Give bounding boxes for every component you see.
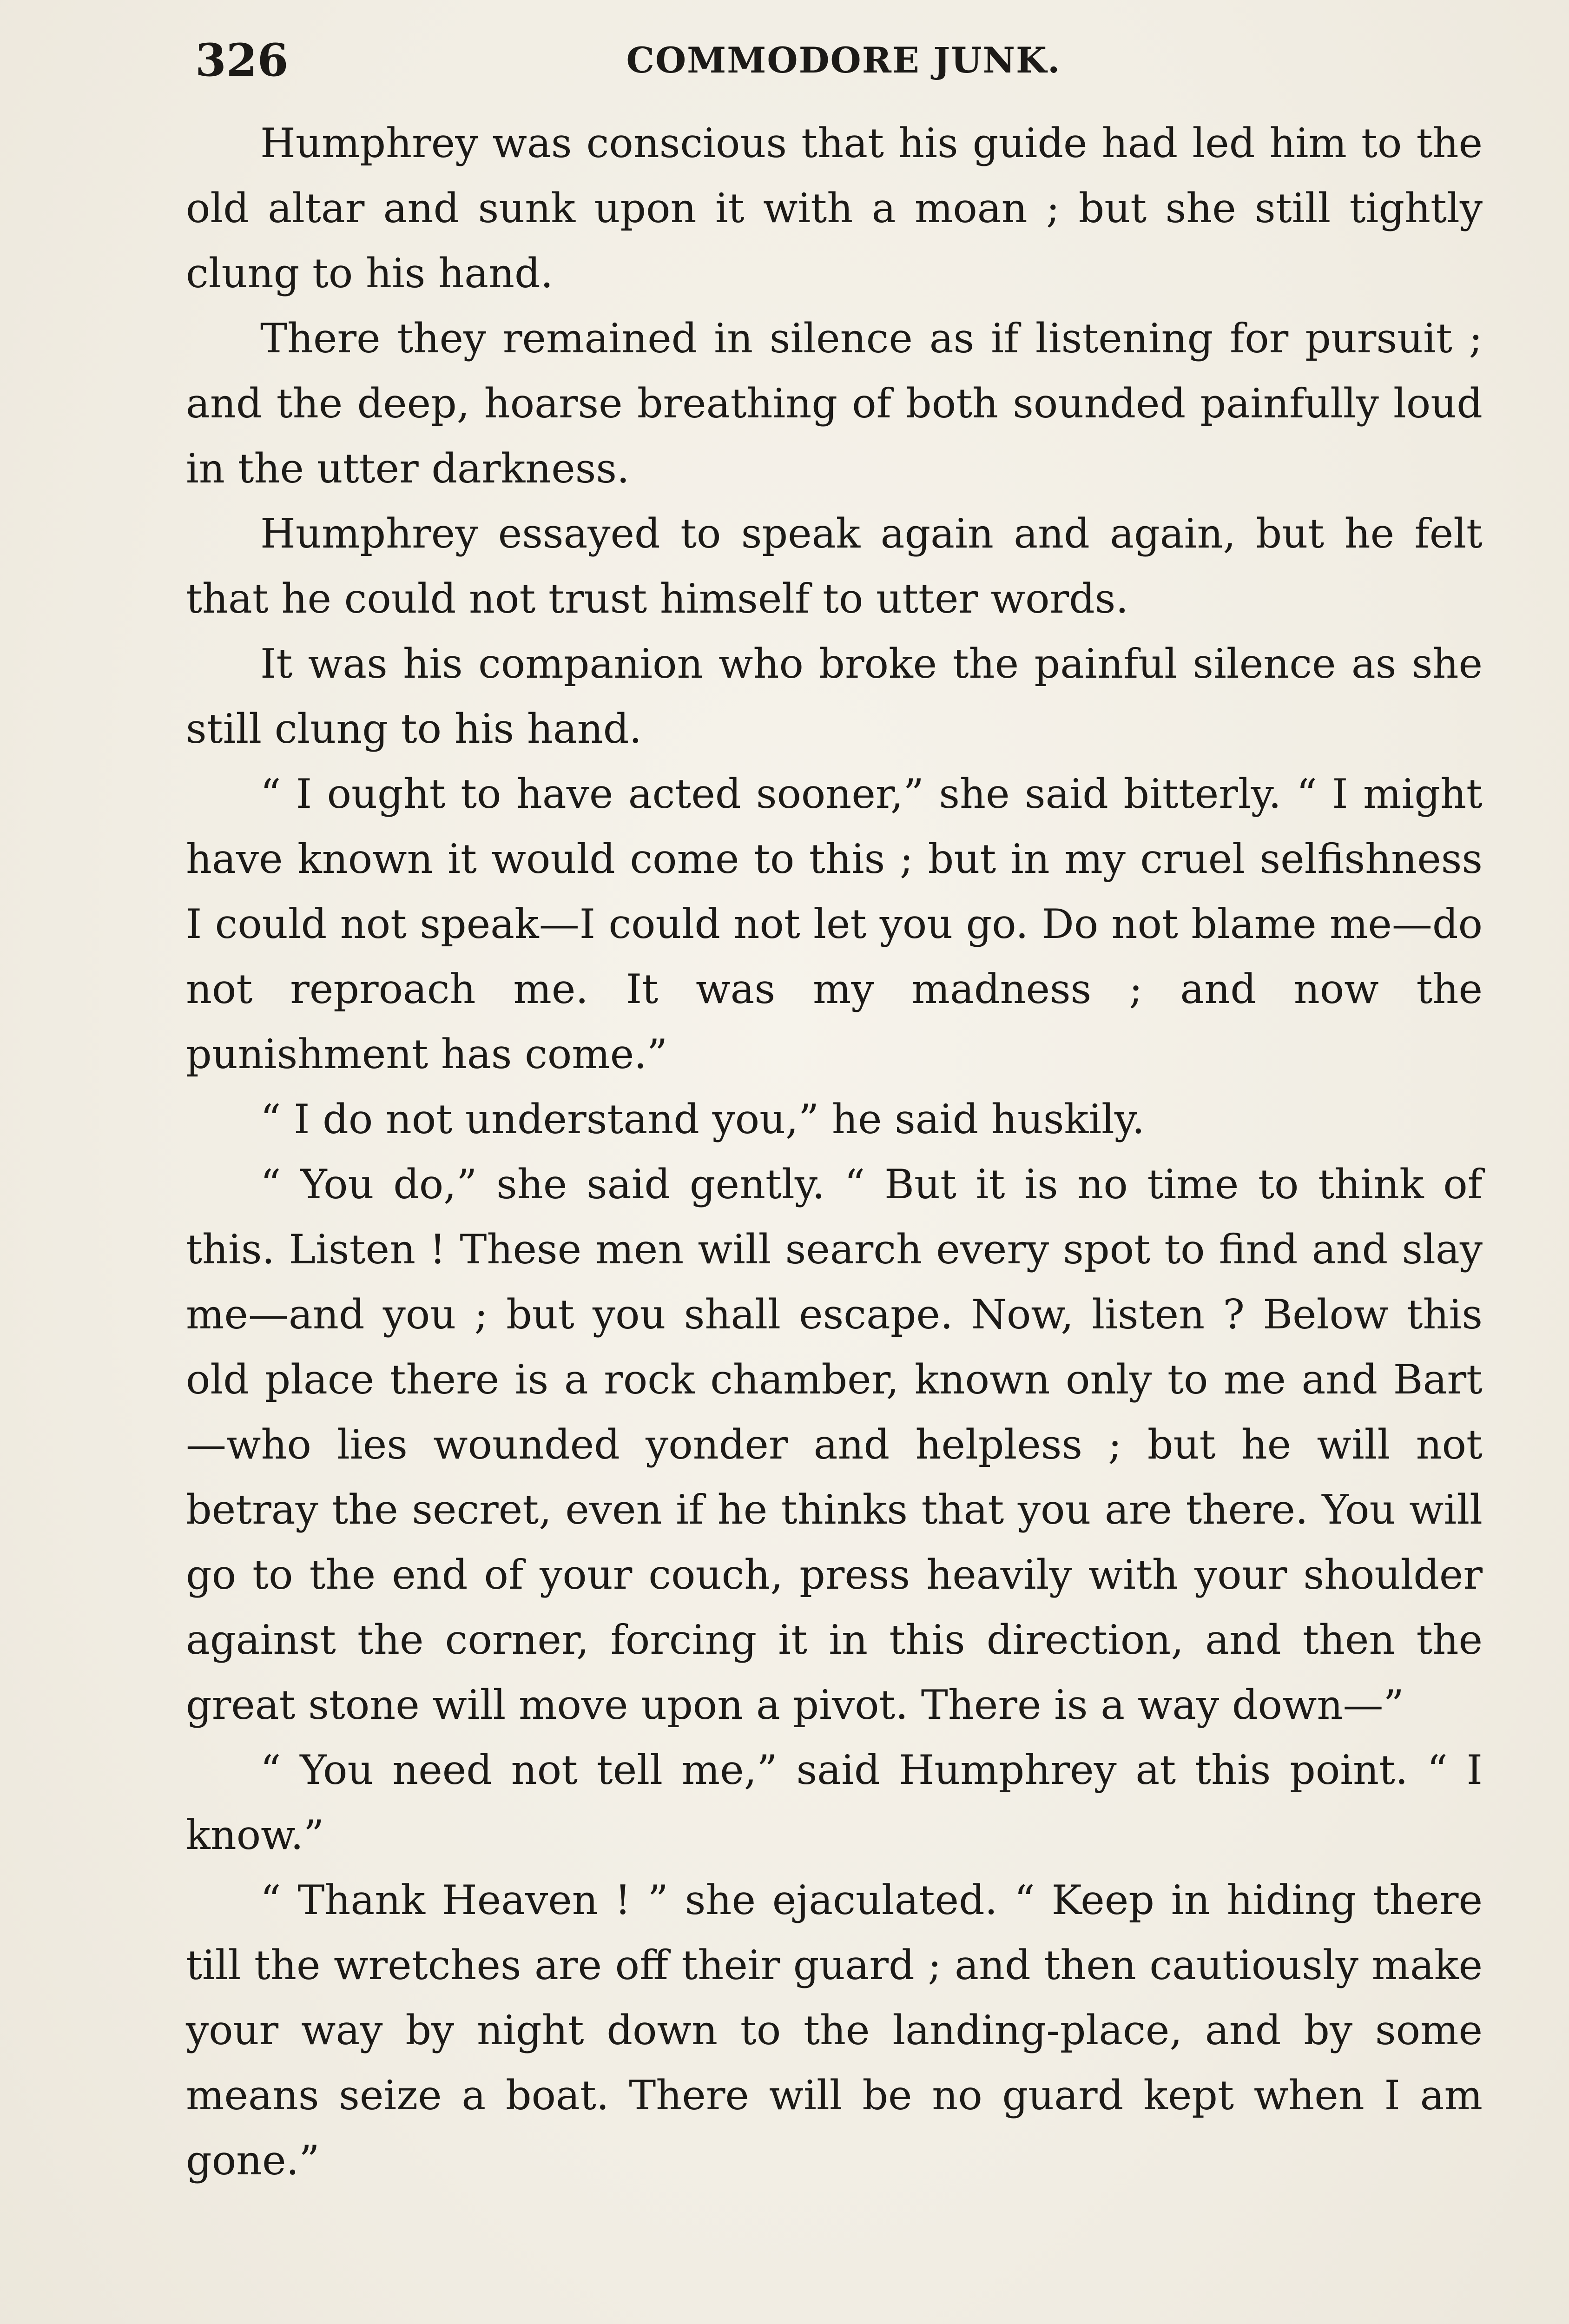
paragraph: It was his companion who broke the painful silence as she still clung to his hand. — [186, 640, 1483, 753]
paragraph: “ I ought to have acted sooner,” she said bitterly. “ I might have known it would come to this ; but in my cruel selfishness I could not speak—I could not let you go. Do not blame me—do not reproach me. It was my madness ; and now the punishment has come.” — [186, 770, 1483, 1078]
paragraph: “ You need not tell me,” said Humphrey at this point. “ I know.” — [186, 1746, 1483, 1859]
chapter-title: COMMODORE JUNK. — [626, 40, 1061, 81]
paragraph: Humphrey essayed to speak again and again, but he felt that he could not trust himself to utter words. — [186, 510, 1483, 622]
paragraph: “ Thank Heaven ! ” she ejaculated. “ Keep in hiding there till the wretches are off their guard ; and then cautiously make your way by night down to the landing-place, and by some means seize a boat. There will be no guard kept when I am gone.” — [186, 1876, 1483, 2184]
paragraph: “ I do not understand you,” he said huskily. — [260, 1096, 1145, 1143]
paragraph: Humphrey was conscious that his guide had led him to the old altar and sunk upon it with a moan ; but she still tightly clung to his hand. — [186, 119, 1483, 297]
body-text — [186, 111, 1483, 2193]
paragraph: “ You do,” she said gently. “ But it is no time to think of this. Listen ! These men will search every spot to find and slay me—and you ; but you shall escape. Now, listen ? Below this old place there is a rock chamber, known only to me and Bart—who lies wounded yonder and helpless ; but he will not betray the secret, even if he thinks that you are there. You will go to the end of your couch, press heavily with your shoulder against the corner, forcing it in this direction, and then the great stone will move upon a pivot. There is a way down—” — [186, 1161, 1483, 1729]
paragraph: There they remained in silence as if listening for pursuit ; and the deep, hoarse breathing of both sounded painfully loud in the utter darkness. — [186, 315, 1483, 492]
page-number: 326 — [195, 34, 289, 86]
running-head — [195, 28, 1492, 93]
